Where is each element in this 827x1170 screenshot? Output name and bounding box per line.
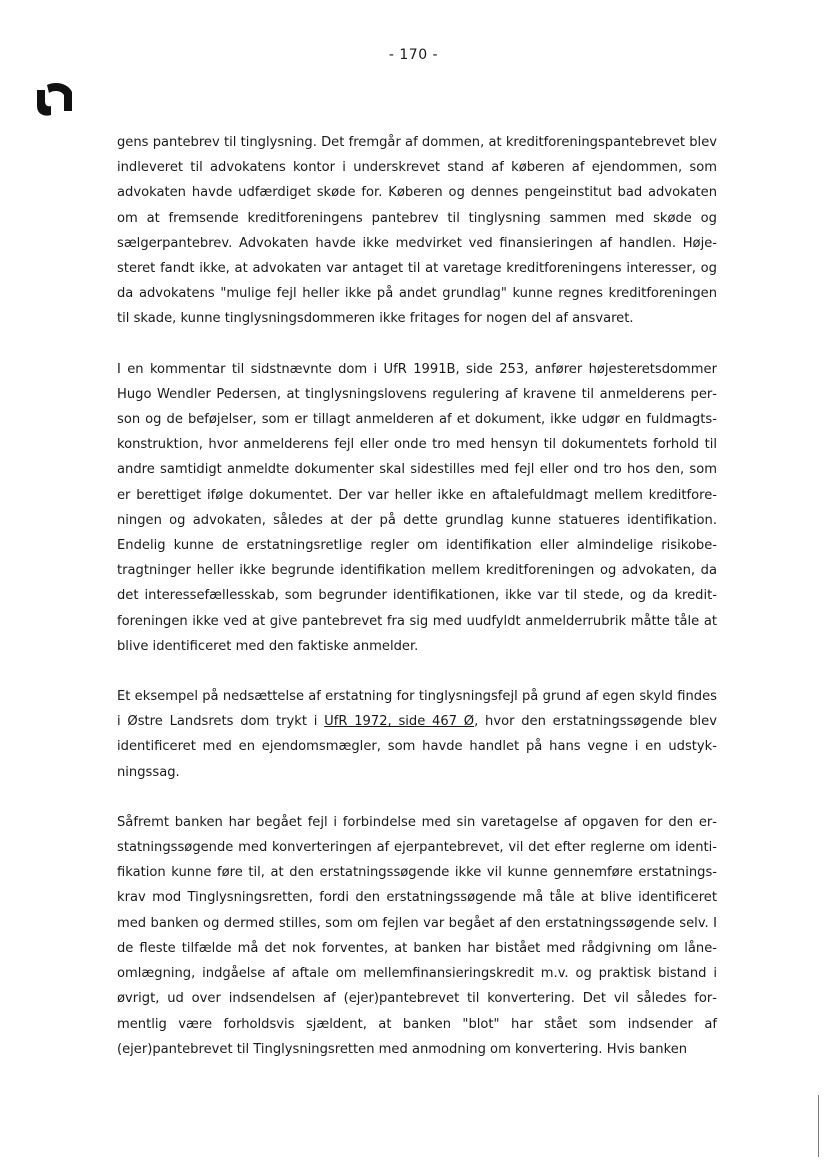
- document-body: [117, 130, 717, 1062]
- paragraph-3: [117, 684, 717, 785]
- page-number: - 170 -: [388, 47, 439, 63]
- paragraph-3-text-end: , hvor den erstatningssøgende blev identificeret med en ejendomsmægler, som havde handlet på hans vegne i en udstykningssag.: [117, 714, 717, 780]
- paragraph-1: gens pantebrev til tinglysning. Det fremgår af dommen, at kreditforeningspantebrevet blev indleveret til advokatens kontor i underskrevet stand af køberen af ejendommen, som advokaten havde udfærdiget skøde for. Køberen og dennes pengeinstitut bad advokaten om at fremsende kreditforeningens pantebrev til tinglysning sammen med skøde og sælgerpantebrev. Advokaten havde ikke medvirket ved finansieringen af handlen. Højesteret fandt ikke, at advokaten var antaget til at varetage kreditforeningens interesser, og da advokatens "mulige fejl heller ikke på andet grundlag" kunne regnes kreditforeningen til skade, kunne tinglysningsdommeren ikke fritages for nogen del af ansvaret.: [117, 135, 717, 327]
- scan-edge-line: [818, 1095, 819, 1157]
- publisher-logo-icon: [33, 80, 77, 118]
- paragraph-3-text-start: Et eksempel på nedsættelse af erstatning for tinglysningsfejl på grund af egen skyld findes i Østre Landsrets dom trykt i: [117, 689, 717, 730]
- paragraph-4: Såfremt banken har begået fejl i forbindelse med sin varetagelse af opgaven for den erstatningssøgende med konverteringen af ejerpantebrevet, vil det efter reglerne om identifikation kunne føre til, at den erstatningssøgende ikke vil kunne gennemføre erstatningskrav mod Tinglysningsretten, fordi den erstatningssøgende må tåle at blive identificeret med banken og dermed stilles, som om fejlen var begået af den erstatningssøgende selv. I de fleste tilfælde må det nok forventes, at banken har bistået med rådgivning om låneomlægning, indgåelse af aftale om mellemfinansieringskredit m.v. og praktisk bistand i øvrigt, ud over indsendelsen af (ejer)pantebrevet til konvertering. Det vil således formentlig være forholdsvis sjældent, at banken "blot" har stået som indsender af (ejer)pantebrevet til Tinglysningsretten med anmodning om konvertering. Hvis banken: [117, 814, 717, 1057]
- paragraph-2: I en kommentar til sidstnævnte dom i UfR 1991B, side 253, anfører højesteretsdommer Hugo Wendler Pedersen, at tinglysningslovens regulering af kravene til anmelderens person og de beføjelser, som er tillagt anmelderen af et dokument, ikke udgør en fuldmagtskonstruktion, hvor anmelderens fejl eller onde tro med hensyn til dokumentets forhold til andre samtidigt anmeldte dokumenter skal sidestilles med fejl eller ond tro hos den, som er berettiget ifølge dokumentet. Der var heller ikke en aftalefuldmagt mellem kreditforeningen og advokaten, således at der på dette grundlag kunne statueres identifikation. Endelig kunne de erstatningsretlige regler om identifikation eller almindelige risikobetragtninger heller ikke begrunde identifikation mellem kreditforeningen og advokaten, da det interessefællesskab, som begrunder identifikationen, ikke var til stede, og da kreditforeningen ikke ved at give pantebrevet fra sig med uudfyldt anmelderrubrik måtte tåle at blive identificeret med den faktiske anmelder.: [117, 361, 717, 654]
- case-reference-link[interactable]: UfR 1972, side 467 Ø: [324, 714, 475, 730]
